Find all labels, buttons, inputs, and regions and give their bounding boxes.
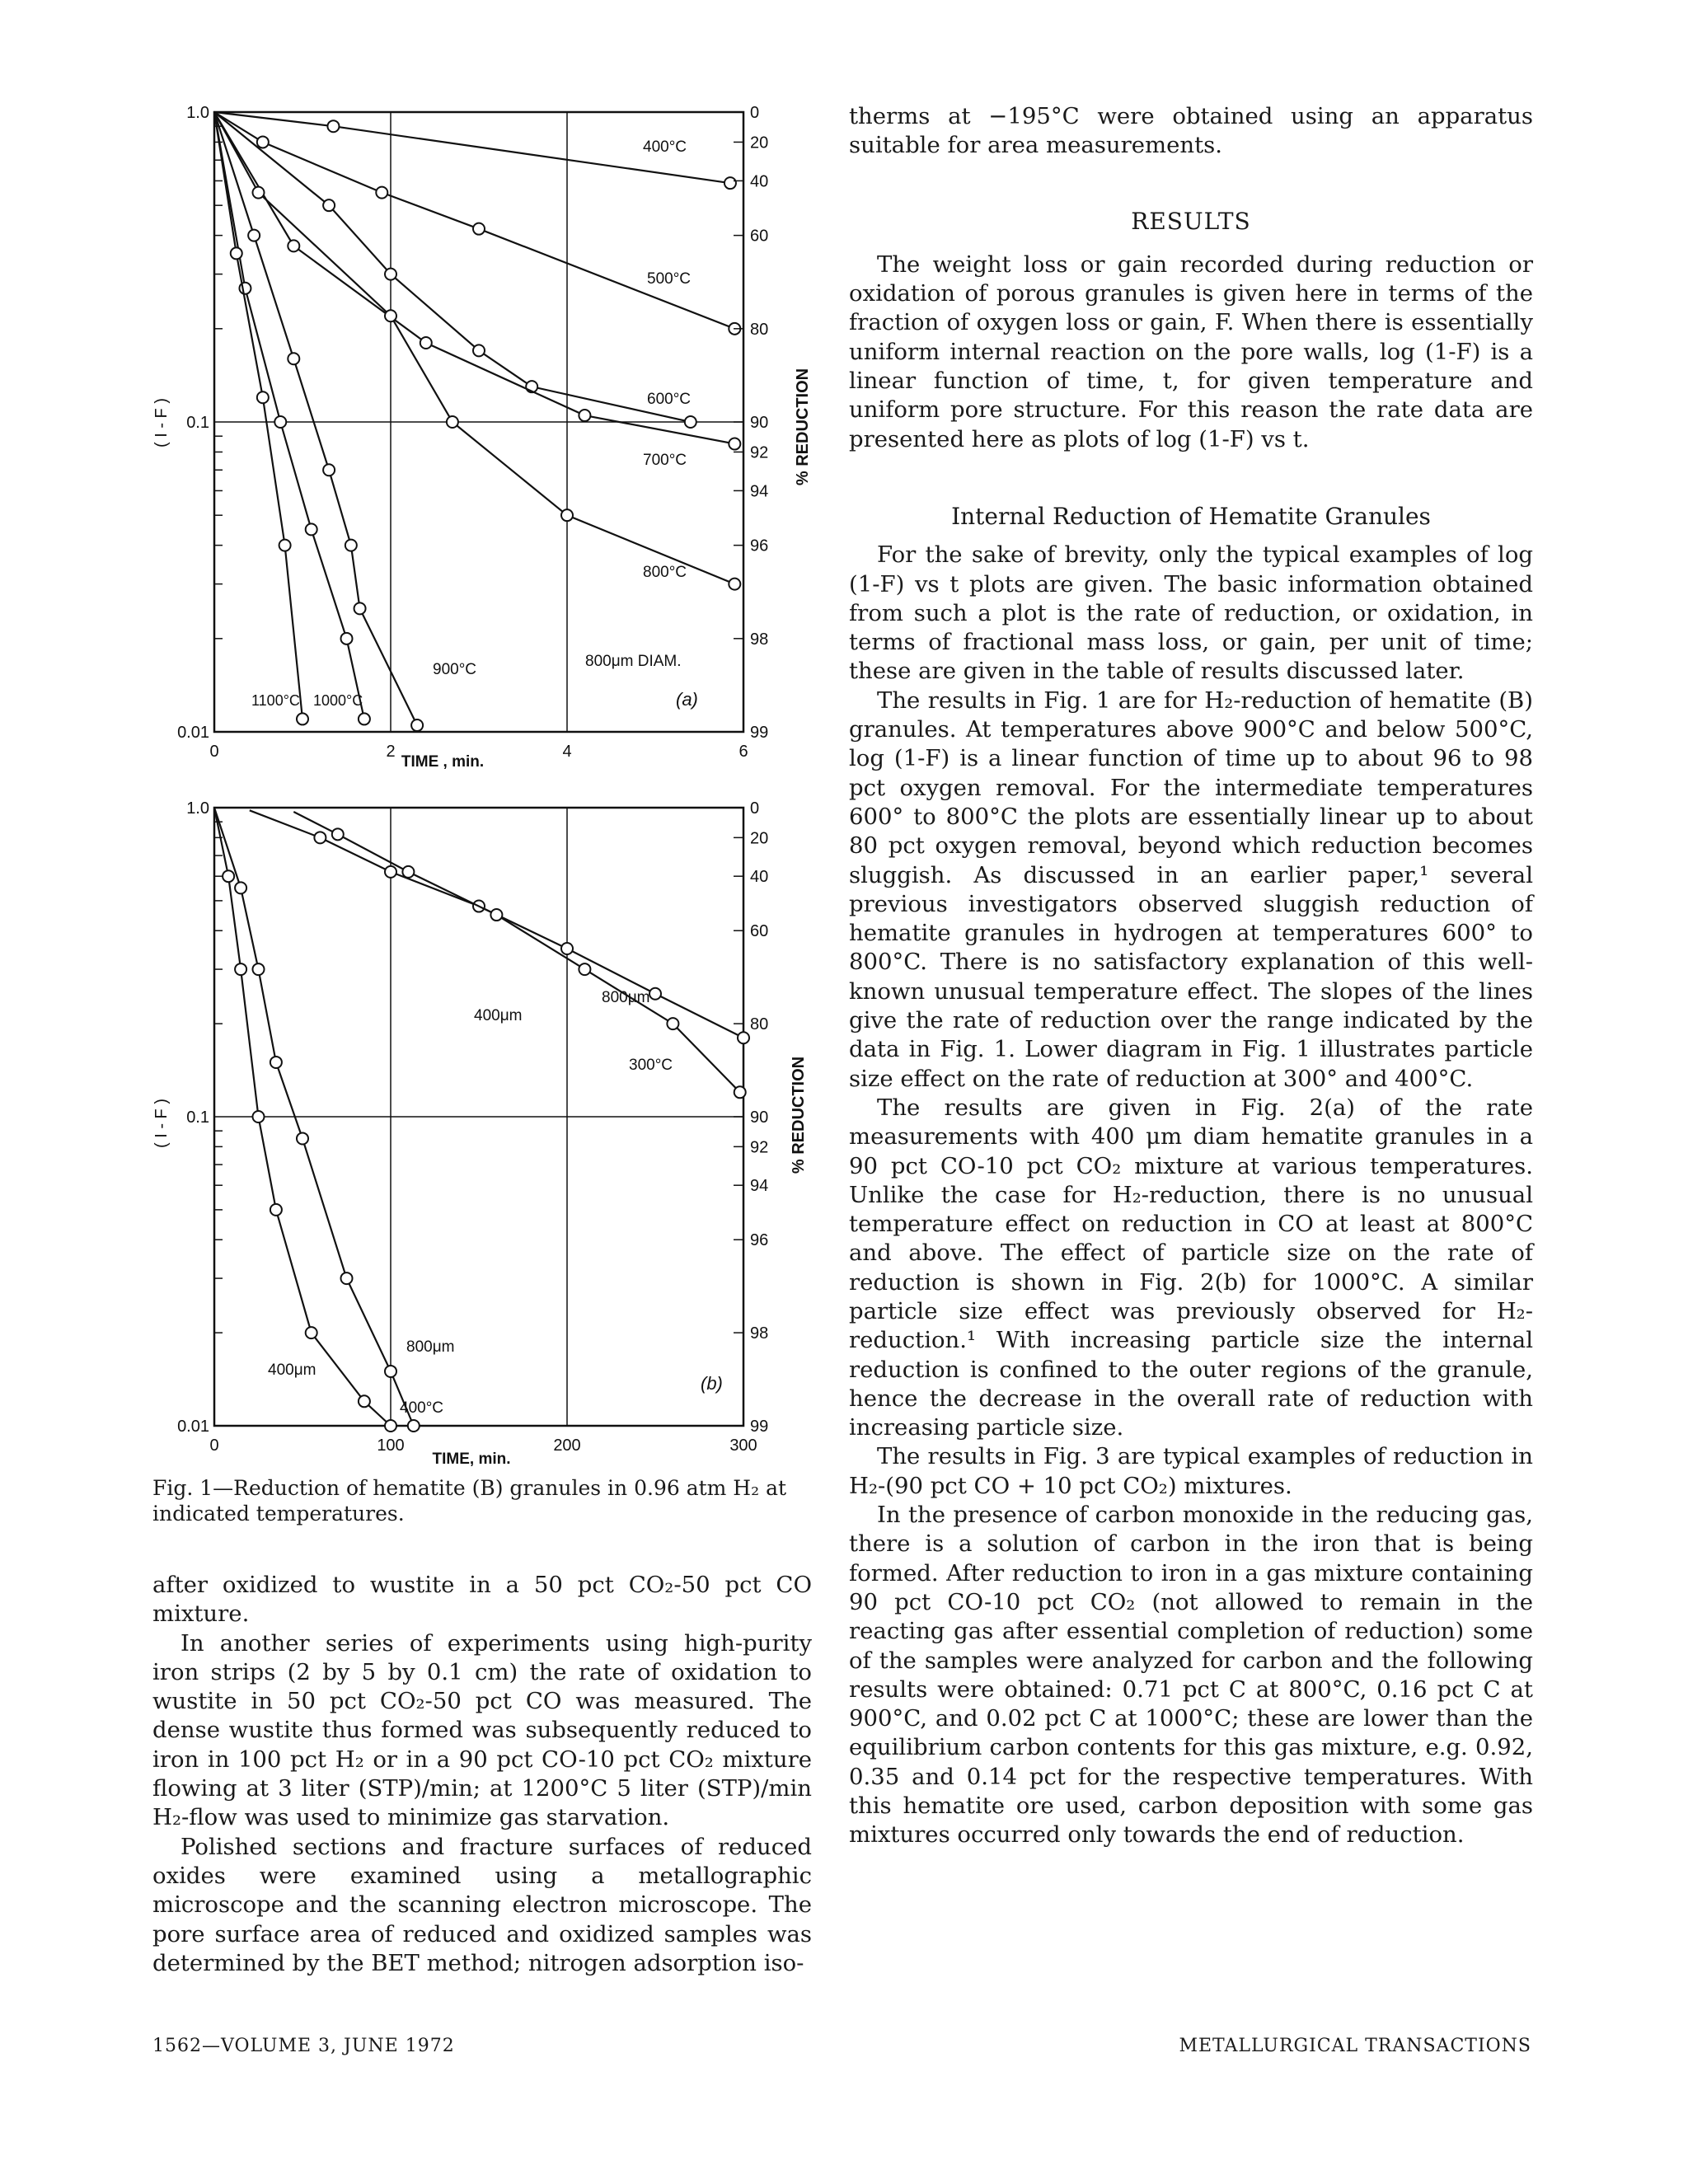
data-point	[288, 240, 299, 251]
series-line	[214, 112, 691, 422]
y2-tick-label: 92	[750, 1138, 769, 1157]
data-point	[327, 120, 339, 132]
panel-label: (a)	[676, 689, 698, 710]
x-tick-label: 300	[729, 1436, 757, 1455]
x-tick-label: 0	[209, 1436, 219, 1455]
paragraph: In the presence of carbon monoxide in the reducing gas, there is a solution of carbon in the iron that is being formed. After reduction to iron in a gas mixture containing 90 pct CO-10 pct CO₂ (not allowed to remain in the reacting gas after essential completion of reduction) some of the samples were analyzed for carbon and the following results were obtained: 0.71 pct C at 800°C, 0.16 pct C at 900°C, and 0.02 pct C at 1000°C; these are lower than the equilibrium carbon contents for this gas mixture, e.g. 0.92, 0.35 and 0.14 pct for the respective temperatures. With this hematite ore used, carbon deposition with some gas mixtures occurred only towards the end of reduction.	[849, 1502, 1533, 1849]
y2-tick-label: 80	[750, 320, 769, 339]
left-column	[152, 1571, 812, 1978]
data-point	[402, 866, 414, 878]
data-point	[408, 1420, 420, 1432]
data-point	[253, 963, 265, 975]
y-tick-label: 0.01	[177, 1418, 209, 1436]
paragraph: The weight loss or gain recorded during reduction or oxidation of porous granules is given here in terms of the fraction of oxygen loss or gain, F. When there is essentially uniform internal reaction on the pore walls, log (1-F) is a linear function of time, t, for given temperature and uniform pore structure. For this reason the rate data are presented here as plots of log (1-F) vs t.	[849, 251, 1533, 452]
y-tick-label: 0.1	[186, 414, 209, 432]
y2-tick-label: 40	[750, 172, 769, 191]
curve-label-800um-300C: 800μm	[602, 989, 650, 1006]
curve-label-800um-400C: 800μm	[406, 1338, 455, 1356]
x-tick-label: 2	[386, 743, 396, 761]
y2-tick-label: 94	[750, 1177, 769, 1196]
curve-label-1000C: 1000°C	[313, 692, 363, 709]
data-point	[685, 416, 696, 428]
data-point	[359, 713, 370, 724]
data-point	[223, 870, 234, 882]
data-point	[667, 1018, 678, 1029]
data-point	[332, 828, 344, 840]
y2-tick-label: 92	[750, 443, 769, 462]
curve-label-700C: 700°C	[643, 452, 687, 469]
curve-label-800C: 800°C	[643, 564, 687, 581]
x-tick-label: 6	[738, 743, 748, 761]
series-line	[214, 112, 417, 725]
diameter-label: 800μm DIAM.	[585, 653, 682, 670]
y2-tick-label: 98	[750, 1324, 769, 1343]
axis-ticks	[177, 799, 768, 1455]
data-point	[270, 1057, 282, 1068]
curve-label-400um-300C: 400μm	[474, 1007, 523, 1024]
data-point	[490, 909, 502, 921]
section-heading: RESULTS	[1131, 207, 1251, 235]
y-tick-label: 0.1	[186, 1108, 209, 1127]
data-point	[323, 199, 335, 211]
data-point	[345, 540, 357, 551]
x-tick-label: 200	[553, 1436, 581, 1455]
data-point	[561, 509, 573, 521]
curve-label-900C: 900°C	[433, 661, 477, 678]
data-point	[253, 1111, 265, 1122]
data-point	[420, 337, 432, 349]
y-tick-label: 1.0	[186, 104, 209, 122]
curve-label-400um-400C: 400μm	[268, 1361, 316, 1379]
series-line	[214, 112, 302, 719]
data-point	[729, 438, 740, 450]
data-point	[579, 410, 590, 421]
data-point	[231, 247, 242, 259]
data-point	[306, 523, 317, 535]
data-point	[253, 187, 265, 199]
data-point	[385, 866, 396, 878]
data-point	[579, 963, 590, 975]
curve-label-300C: 300°C	[629, 1057, 673, 1074]
data-point	[473, 223, 485, 235]
footer-volume: 1562—VOLUME 3, JUNE 1972	[152, 2036, 455, 2056]
data-point	[359, 1395, 370, 1407]
data-point	[385, 269, 396, 280]
y2-tick-label: 96	[750, 1231, 769, 1250]
data-point	[314, 832, 326, 843]
data-point	[341, 633, 353, 644]
data-point	[297, 1132, 308, 1144]
data-point	[376, 187, 387, 199]
plot-series	[214, 808, 749, 1432]
panel-label: (b)	[701, 1373, 723, 1394]
y2-tick-label: 90	[750, 414, 769, 432]
y2-tick-label: 98	[750, 630, 769, 649]
y-tick-label: 1.0	[186, 799, 209, 818]
data-point	[473, 344, 485, 356]
data-point	[385, 1420, 396, 1432]
subsection-heading: Internal Reduction of Hematite Granules	[951, 502, 1431, 530]
data-point	[235, 963, 246, 975]
data-point	[729, 579, 740, 590]
paragraph: Polished sections and fracture surfaces of reduced oxides were examined using a metallographic microscope and the scanning electron microscope. The pore surface area of reduced and oxidized samples was determined by the BET method; nitrogen adsorption iso-	[152, 1833, 812, 1976]
y2-tick-label: 60	[750, 227, 769, 246]
paragraph: For the sake of brevity, only the typical examples of log (1-F) vs t plots are given. The basic information obtained from such a plot is the rate of reduction, or oxidation, in terms of fractional mass loss, or gain, per unit of time; these are given in the table of results discussed later.	[849, 541, 1533, 685]
data-point	[248, 230, 260, 241]
curve-label-400C: 400°C	[643, 138, 687, 156]
y2-tick-label: 0	[750, 799, 760, 818]
data-point	[734, 1086, 746, 1098]
footer-journal: METALLURGICAL TRANSACTIONS	[1179, 2036, 1531, 2056]
data-point	[385, 1366, 396, 1377]
figure-1a	[148, 97, 857, 806]
data-point	[341, 1272, 353, 1284]
y2-tick-label: 40	[750, 868, 769, 887]
y-tick-label: 0.01	[177, 724, 209, 742]
paragraph: The results in Fig. 3 are typical examples of reduction in H₂-(90 pct CO + 10 pct CO₂) mixtures.	[849, 1443, 1533, 1499]
right-axis-label: % REDUCTION	[790, 1056, 808, 1174]
y-axis-label: ( I - F )	[152, 1099, 171, 1148]
y2-tick-label: 60	[750, 922, 769, 941]
y2-tick-label: 96	[750, 537, 769, 555]
data-point	[279, 540, 291, 551]
curve-label-600C: 600°C	[647, 391, 692, 408]
y2-tick-label: 20	[750, 829, 769, 848]
x-tick-label: 0	[209, 743, 219, 761]
y2-tick-label: 90	[750, 1108, 769, 1127]
x-axis-label: TIME , min.	[401, 753, 485, 771]
paragraph: therms at −195°C were obtained using an apparatus suitable for area measurements.	[849, 103, 1533, 159]
y2-tick-label: 0	[750, 104, 760, 122]
data-point	[306, 1327, 317, 1338]
data-point	[561, 943, 573, 954]
data-point	[257, 391, 269, 403]
y2-tick-label: 80	[750, 1015, 769, 1034]
paragraph: after oxidized to wustite in a 50 pct CO₂-50 pct CO mixture.	[152, 1572, 812, 1628]
data-point	[447, 416, 458, 428]
y2-tick-label: 99	[750, 1418, 769, 1436]
data-point	[274, 416, 286, 428]
y2-tick-label: 99	[750, 724, 769, 742]
series-line	[293, 812, 739, 1092]
data-point	[270, 1204, 282, 1216]
right-axis-label: % REDUCTION	[794, 368, 812, 486]
data-point	[411, 719, 423, 731]
data-point	[235, 882, 246, 893]
data-point	[649, 988, 661, 1000]
curve-label-500C: 500°C	[647, 270, 692, 288]
series-line	[250, 810, 743, 1038]
data-point	[724, 177, 736, 189]
data-point	[354, 602, 366, 614]
y2-tick-label: 94	[750, 482, 769, 501]
data-point	[323, 464, 335, 476]
x-tick-label: 100	[377, 1436, 405, 1455]
series-line	[214, 112, 364, 719]
paragraph: The results in Fig. 1 are for H₂-reduction of hematite (B) granules. At temperatures above 900°C and below 500°C, log (1-F) is a linear function of time up to about 96 to 98 pct oxygen removal. For the intermediate temperatures 600° to 800°C the plots are essentially linear up to about 80 pct oxygen removal, beyond which reduction becomes sluggish. As discussed in an earlier paper,¹ several previous investigators observed sluggish reduction of hematite granules in hydrogen at temperatures 600° to 800°C. There is no satisfactory explanation of this well-known unusual temperature effect. The slopes of the lines give the rate of reduction over the range indicated by the data in Fig. 1. Lower diagram in Fig. 1 illustrates particle size effect on the rate of reduction at 300° and 400°C.	[849, 687, 1533, 1092]
data-point	[738, 1032, 749, 1043]
right-column	[849, 102, 1533, 1850]
x-axis-label: TIME, min.	[432, 1451, 511, 1468]
curve-label-400C: 400°C	[400, 1399, 444, 1417]
y-axis-label: ( I - F )	[152, 398, 171, 448]
data-point	[297, 713, 308, 724]
figure-1b	[148, 798, 857, 1482]
paragraph: The results are given in Fig. 2(a) of the rate measurements with 400 μm diam hematite granules in a 90 pct CO-10 pct CO₂ mixture at various temperatures. Unlike the case for H₂-reduction, there is no unusual temperature effect on reduction in CO at least at 800°C and above. The effect of particle size on the rate of reduction is shown in Fig. 2(b) for 1000°C. A similar particle size effect was previously observed for H₂-reduction.¹ With increasing particle size the internal reduction is confined to the outer regions of the granule, hence the decrease in the overall rate of reduction with increasing particle size.	[849, 1094, 1533, 1441]
data-point	[385, 310, 396, 321]
x-tick-label: 4	[562, 743, 572, 761]
paragraph: In another series of experiments using high-purity iron strips (2 by 5 by 0.1 cm) the rate of oxidation to wustite in 50 pct CO₂-50 pct CO was measured. The dense wustite thus formed was subsequently reduced to iron in 100 pct H₂ or in a 90 pct CO-10 pct CO₂ mixture flowing at 3 liter (STP)/min; at 1200°C 5 liter (STP)/min H₂-flow was used to minimize gas starvation.	[152, 1629, 812, 1831]
curve-label-1100C: 1100°C	[251, 692, 300, 709]
y2-tick-label: 20	[750, 134, 769, 152]
data-point	[288, 353, 299, 364]
figure-caption: Fig. 1—Reduction of hematite (B) granules in 0.96 atm H₂ at indicated temperatures.	[152, 1476, 787, 1526]
data-point	[257, 136, 269, 148]
